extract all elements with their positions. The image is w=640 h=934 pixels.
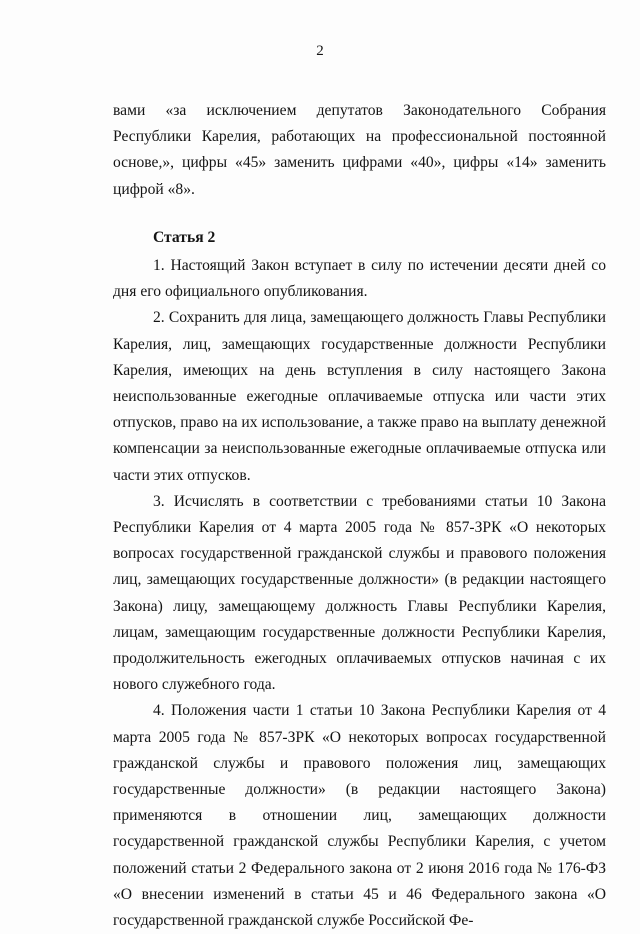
article-heading: Статья 2	[153, 228, 216, 246]
page-number: 2	[316, 43, 324, 59]
paragraph-2: 2. Сохранить для лица, замещающего должность Главы Республики Карелия, лиц, замещающих государственные должности Республики Карелия, имеющих на день вступления в силу настоящего Закона неиспользованные ежегодные оплачиваемые отпуска или части этих отпусков, право на их использование, а также право на выплату денежной компенсации за неиспользованные ежегодные оплачиваемые отпуска или части этих отпусков.	[113, 309, 606, 484]
paragraph-4: 4. Положения части 1 статьи 10 Закона Республики Карелия от 4 марта 2005 года № 857-ЗРК «О некоторых вопросах государственной гражданской службы и правового положения лиц, замещающих государственные должности» (в редакции настоящего Закона) применяются в отношении лиц, замещающих должности государственной гражданской службы Республики Карелия, с учетом положений статьи 2 Федерального закона от 2 июня 2016 года № 176-ФЗ «О внесении изменений в статьи 45 и 46 Федерального закона «О государственной гражданской службе Российской Фе-	[113, 702, 606, 930]
paragraph-1: 1. Настоящий Закон вступает в силу по истечении десяти дней со дня его официального опубликования.	[113, 257, 606, 301]
paragraph-continuation: вами «за исключением депутатов Законодательного Собрания Республики Карелия, работающих на профессиональной постоянной основе,», цифры «45» заменить цифрами «40», цифры «14» заменить цифрой «8».	[113, 102, 606, 198]
document-body	[113, 98, 606, 934]
paragraph-3: 3. Исчислять в соответствии с требованиями статьи 10 Закона Республики Карелия от 4 марта 2005 года № 857-ЗРК «О некоторых вопросах государственной гражданской службы и правового положения лиц, замещающих государственные должности» (в редакции настоящего Закона) лицу, замещающему должность Главы Республики Карелия, лицам, замещающим государственные должности Республики Карелия, продолжительность ежегодных оплачиваемых отпусков начиная с их нового служебного года.	[113, 492, 606, 694]
